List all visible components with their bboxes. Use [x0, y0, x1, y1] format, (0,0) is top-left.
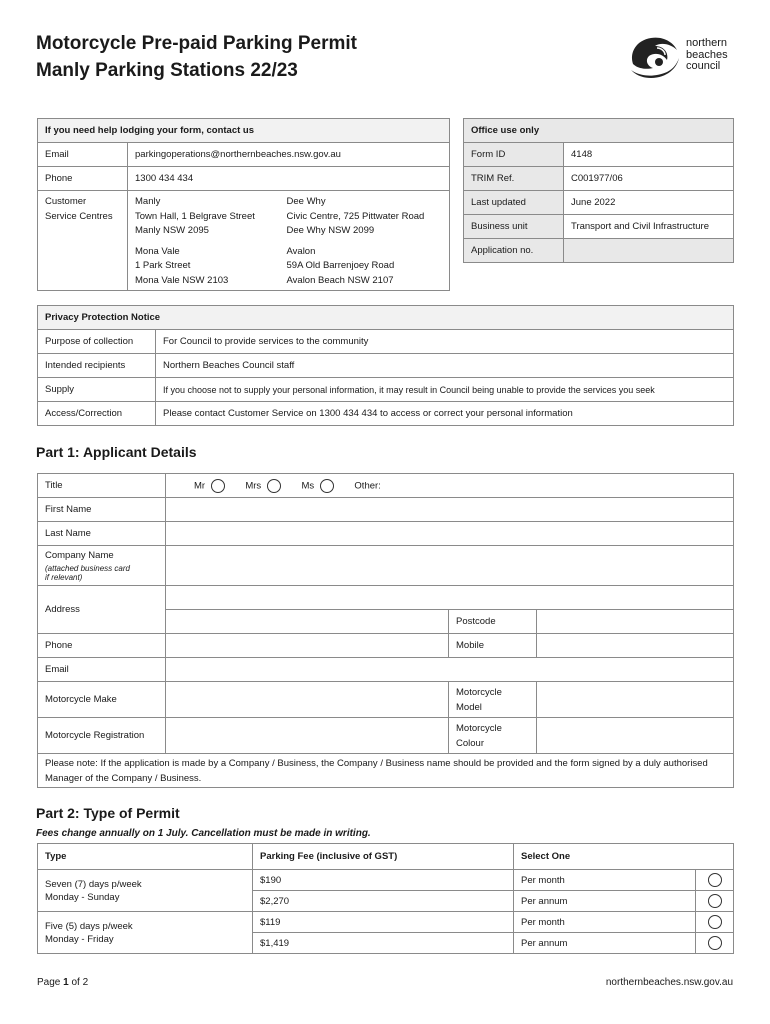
- permit-select-cell: [696, 912, 734, 933]
- help-contact-table: [37, 118, 450, 291]
- permit-period: Per month: [514, 870, 696, 891]
- company-name-field[interactable]: [166, 546, 734, 586]
- title-other-label: Other:: [354, 480, 381, 492]
- wave-logo-icon: [627, 34, 681, 80]
- email-label: Email: [38, 658, 166, 682]
- part2-heading: Part 2: Type of Permit: [36, 805, 180, 821]
- phone-label: Phone: [38, 634, 166, 658]
- permit-fee: $2,270: [253, 891, 514, 912]
- office-trim-label: TRIM Ref.: [464, 167, 564, 191]
- permit-type: Seven (7) days p/week Monday - Sunday: [38, 870, 253, 912]
- address-field-line1[interactable]: [166, 586, 734, 610]
- first-name-field[interactable]: [166, 498, 734, 522]
- company-name-label: Company Name (attached business card if relevant): [38, 546, 166, 586]
- permit-select-radio[interactable]: [708, 873, 722, 887]
- permit-fee: $1,419: [253, 933, 514, 954]
- company-note: Please note: If the application is made by a Company / Business, the Company / Business name should be provided and the form signed by a duly authorised Manager of the Company / Business.: [38, 754, 734, 788]
- office-heading: Office use only: [464, 119, 734, 143]
- title-line-2: Manly Parking Stations 22/23: [36, 60, 298, 81]
- office-trim-value: C001977/06: [564, 167, 734, 191]
- permit-period: Per month: [514, 912, 696, 933]
- centre-avalon: Avalon 59A Old Barrenjoey Road Avalon Beach NSW 2107: [280, 241, 450, 291]
- centre-mona-vale: Mona Vale 1 Park Street Mona Vale NSW 2103: [128, 241, 280, 291]
- title-ms-label: Ms: [301, 480, 315, 492]
- privacy-value: If you choose not to supply your personal information, it may result in Council being unable to provide the services you seek: [156, 378, 734, 402]
- colour-label: Motorcycle Colour: [449, 718, 537, 754]
- council-logo: [627, 34, 737, 80]
- col-fee-header: Parking Fee (inclusive of GST): [253, 844, 514, 870]
- permit-fee: $190: [253, 870, 514, 891]
- title-label: Title: [38, 474, 166, 498]
- page-number: Page 1 of 2: [37, 977, 89, 988]
- model-label: Motorcycle Model: [449, 682, 537, 718]
- last-name-label: Last Name: [38, 522, 166, 546]
- permit-period: Per annum: [514, 891, 696, 912]
- permit-period: Per annum: [514, 933, 696, 954]
- address-label: Address: [38, 586, 166, 634]
- office-form-id-label: Form ID: [464, 143, 564, 167]
- privacy-label: Supply: [38, 378, 156, 402]
- help-phone-label: Phone: [38, 167, 128, 191]
- help-heading: If you need help lodging your form, contact us: [38, 119, 450, 143]
- postcode-label: Postcode: [449, 610, 537, 634]
- email-field[interactable]: [166, 658, 734, 682]
- logo-text: northern beaches council: [686, 37, 728, 72]
- colour-field[interactable]: [537, 718, 734, 754]
- help-email-value[interactable]: parkingoperations@northernbeaches.nsw.gov.au: [128, 143, 450, 167]
- title-ms-radio[interactable]: [320, 479, 334, 493]
- office-updated-label: Last updated: [464, 191, 564, 215]
- privacy-label: Access/Correction: [38, 402, 156, 426]
- permit-select-cell: [696, 891, 734, 912]
- title-mr-label: Mr: [194, 480, 206, 492]
- phone-field[interactable]: [166, 634, 449, 658]
- footer-website-link[interactable]: northernbeaches.nsw.gov.au: [605, 977, 733, 988]
- permit-select-radio[interactable]: [708, 894, 722, 908]
- privacy-label: Purpose of collection: [38, 330, 156, 354]
- centre-dee-why: Dee Why Civic Centre, 725 Pittwater Road Dee Why NSW 2099: [280, 191, 450, 241]
- office-unit-label: Business unit: [464, 215, 564, 239]
- office-appno-field[interactable]: [564, 239, 734, 263]
- applicant-details-table: [37, 473, 734, 788]
- col-select-header: Select One: [514, 844, 734, 870]
- title-mrs-label: Mrs: [245, 480, 262, 492]
- privacy-value: Please contact Customer Service on 1300 434 434 to access or correct your personal information: [156, 402, 734, 426]
- col-type-header: Type: [38, 844, 253, 870]
- privacy-value: For Council to provide services to the community: [156, 330, 734, 354]
- last-name-field[interactable]: [166, 522, 734, 546]
- mobile-label: Mobile: [449, 634, 537, 658]
- title-line-1: Motorcycle Pre-paid Parking Permit: [36, 33, 357, 54]
- office-form-id-value: 4148: [564, 143, 734, 167]
- mobile-field[interactable]: [537, 634, 734, 658]
- first-name-label: First Name: [38, 498, 166, 522]
- part2-subheading: Fees change annually on 1 July. Cancellation must be made in writing.: [36, 828, 371, 839]
- privacy-table: [37, 305, 734, 426]
- privacy-heading: Privacy Protection Notice: [38, 306, 734, 330]
- make-field[interactable]: [166, 682, 449, 718]
- centre-manly: Manly Town Hall, 1 Belgrave Street Manly NSW 2095: [128, 191, 280, 241]
- postcode-field[interactable]: [537, 610, 734, 634]
- model-field[interactable]: [537, 682, 734, 718]
- permit-type: Five (5) days p/week Monday - Friday: [38, 912, 253, 954]
- page-title: [36, 30, 357, 84]
- help-phone-value[interactable]: 1300 434 434: [128, 167, 450, 191]
- permit-type-table: [37, 843, 734, 954]
- registration-field[interactable]: [166, 718, 449, 754]
- permit-select-cell: [696, 870, 734, 891]
- address-field-line2[interactable]: [166, 610, 449, 634]
- office-unit-value: Transport and Civil Infrastructure: [564, 215, 734, 239]
- help-email-label: Email: [38, 143, 128, 167]
- help-centres-label: Customer Service Centres: [38, 191, 128, 291]
- title-options: [166, 474, 734, 498]
- registration-label: Motorcycle Registration: [38, 718, 166, 754]
- title-mr-radio[interactable]: [211, 479, 225, 493]
- title-mrs-radio[interactable]: [267, 479, 281, 493]
- part1-heading: Part 1: Applicant Details: [36, 444, 197, 460]
- permit-select-radio[interactable]: [708, 915, 722, 929]
- office-use-table: [463, 118, 734, 263]
- make-label: Motorcycle Make: [38, 682, 166, 718]
- privacy-label: Intended recipients: [38, 354, 156, 378]
- permit-select-radio[interactable]: [708, 936, 722, 950]
- office-appno-label: Application no.: [464, 239, 564, 263]
- privacy-value: Northern Beaches Council staff: [156, 354, 734, 378]
- permit-fee: $119: [253, 912, 514, 933]
- permit-select-cell: [696, 933, 734, 954]
- office-updated-value: June 2022: [564, 191, 734, 215]
